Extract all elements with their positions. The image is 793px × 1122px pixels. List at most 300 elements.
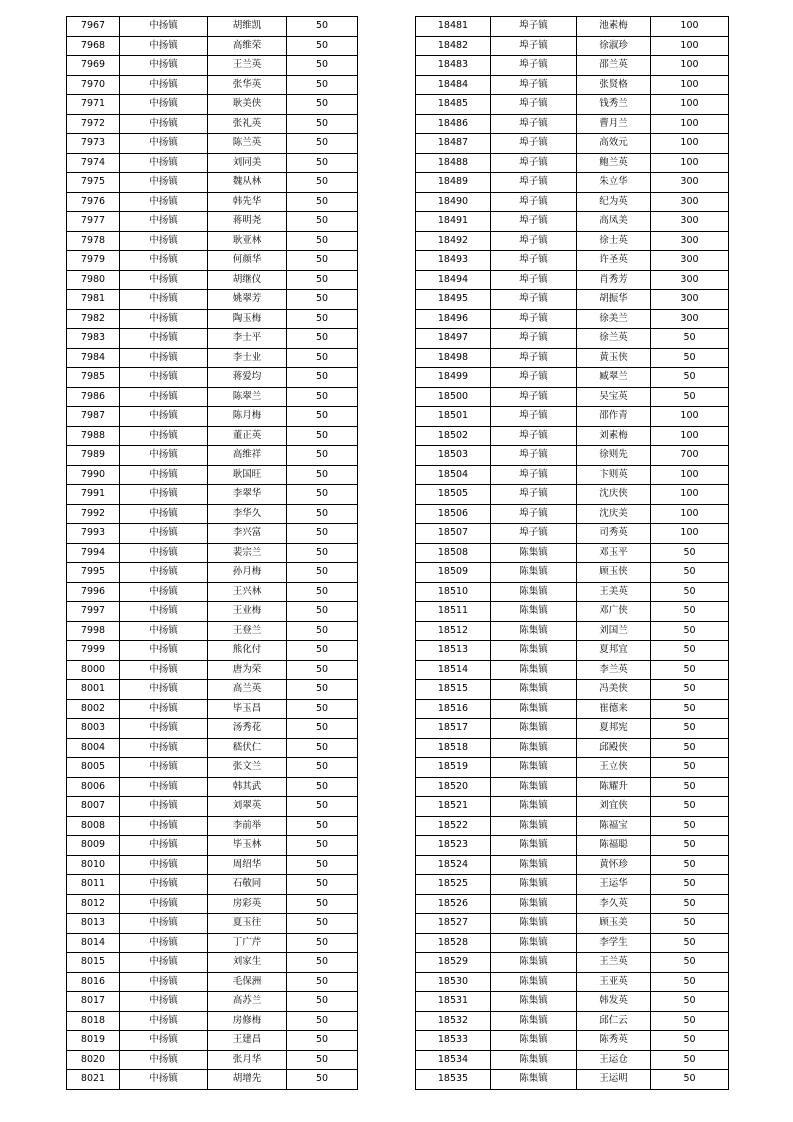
name-cell: 张华英	[208, 75, 287, 95]
name-cell: 石敬同	[208, 875, 287, 895]
name-cell: 曹月兰	[577, 114, 651, 134]
table-row	[416, 368, 729, 388]
id-cell: 7994	[67, 543, 120, 563]
amount-cell: 50	[287, 114, 358, 134]
table-row	[416, 426, 729, 446]
name-cell: 张月华	[208, 1050, 287, 1070]
table-row	[416, 348, 729, 368]
table-row	[67, 699, 358, 719]
id-cell: 8005	[67, 758, 120, 778]
id-cell: 18527	[416, 914, 491, 934]
id-cell: 7981	[67, 290, 120, 310]
town-cell: 中扬镇	[120, 563, 208, 583]
name-cell: 韩其武	[208, 777, 287, 797]
id-cell: 8020	[67, 1050, 120, 1070]
town-cell: 陈集镇	[491, 816, 577, 836]
town-cell: 中扬镇	[120, 368, 208, 388]
id-cell: 7993	[67, 524, 120, 544]
name-cell: 李前举	[208, 816, 287, 836]
id-cell: 18520	[416, 777, 491, 797]
table-row	[416, 855, 729, 875]
name-cell: 邵兰英	[577, 56, 651, 76]
name-cell: 沈庆侠	[577, 485, 651, 505]
amount-cell: 50	[651, 1050, 729, 1070]
id-cell: 8002	[67, 699, 120, 719]
amount-cell: 100	[651, 153, 729, 173]
name-cell: 房彩英	[208, 894, 287, 914]
town-cell: 中扬镇	[120, 660, 208, 680]
amount-cell: 100	[651, 485, 729, 505]
id-cell: 18517	[416, 719, 491, 739]
table-row	[67, 1031, 358, 1051]
name-cell: 丁广芹	[208, 933, 287, 953]
table-row	[416, 1050, 729, 1070]
id-cell: 7968	[67, 36, 120, 56]
town-cell: 陈集镇	[491, 1050, 577, 1070]
table-row	[416, 1031, 729, 1051]
name-cell: 蒋爱均	[208, 368, 287, 388]
name-cell: 黄玉侠	[577, 348, 651, 368]
amount-cell: 50	[287, 972, 358, 992]
amount-cell: 700	[651, 446, 729, 466]
amount-cell: 50	[287, 173, 358, 193]
town-cell: 中扬镇	[120, 933, 208, 953]
town-cell: 中扬镇	[120, 290, 208, 310]
table-row	[67, 290, 358, 310]
town-cell: 陈集镇	[491, 1070, 577, 1090]
town-cell: 中扬镇	[120, 426, 208, 446]
id-cell: 18526	[416, 894, 491, 914]
name-cell: 胡维凯	[208, 17, 287, 37]
id-cell: 7996	[67, 582, 120, 602]
amount-cell: 50	[287, 368, 358, 388]
table-row	[67, 1050, 358, 1070]
amount-cell: 50	[651, 855, 729, 875]
id-cell: 8004	[67, 738, 120, 758]
table-row	[67, 855, 358, 875]
town-cell: 埠子镇	[491, 17, 577, 37]
table-row	[416, 75, 729, 95]
id-cell: 18505	[416, 485, 491, 505]
amount-cell: 50	[287, 348, 358, 368]
town-cell: 中扬镇	[120, 855, 208, 875]
town-cell: 陈集镇	[491, 1011, 577, 1031]
table-row	[416, 1070, 729, 1090]
amount-cell: 50	[287, 329, 358, 349]
name-cell: 徐淑珍	[577, 36, 651, 56]
amount-cell: 50	[287, 465, 358, 485]
town-cell: 中扬镇	[120, 348, 208, 368]
id-cell: 18510	[416, 582, 491, 602]
town-cell: 埠子镇	[491, 524, 577, 544]
amount-cell: 50	[287, 17, 358, 37]
table-row	[416, 543, 729, 563]
name-cell: 钱秀兰	[577, 95, 651, 115]
name-cell: 王登兰	[208, 621, 287, 641]
amount-cell: 50	[287, 953, 358, 973]
amount-cell: 100	[651, 17, 729, 37]
amount-cell: 50	[651, 563, 729, 583]
table-row	[416, 680, 729, 700]
name-cell: 刘家生	[208, 953, 287, 973]
name-cell: 刘翠英	[208, 797, 287, 817]
id-cell: 7990	[67, 465, 120, 485]
town-cell: 中扬镇	[120, 816, 208, 836]
amount-cell: 50	[287, 758, 358, 778]
name-cell: 王兴林	[208, 582, 287, 602]
amount-cell: 50	[651, 719, 729, 739]
name-cell: 高苏兰	[208, 992, 287, 1012]
id-cell: 18516	[416, 699, 491, 719]
amount-cell: 50	[651, 738, 729, 758]
table-row	[416, 836, 729, 856]
amount-cell: 50	[287, 1050, 358, 1070]
id-cell: 7988	[67, 426, 120, 446]
table-row	[67, 348, 358, 368]
town-cell: 中扬镇	[120, 134, 208, 154]
amount-cell: 300	[651, 173, 729, 193]
id-cell: 8015	[67, 953, 120, 973]
table-row	[416, 504, 729, 524]
town-cell: 埠子镇	[491, 465, 577, 485]
name-cell: 顾玉侠	[577, 563, 651, 583]
table-row	[416, 699, 729, 719]
town-cell: 埠子镇	[491, 231, 577, 251]
name-cell: 陈耀升	[577, 777, 651, 797]
table-row	[67, 758, 358, 778]
id-cell: 18535	[416, 1070, 491, 1090]
table-row	[416, 914, 729, 934]
town-cell: 中扬镇	[120, 621, 208, 641]
amount-cell: 50	[287, 563, 358, 583]
amount-cell: 50	[651, 368, 729, 388]
name-cell: 魏从林	[208, 173, 287, 193]
town-cell: 陈集镇	[491, 914, 577, 934]
table-row	[416, 875, 729, 895]
amount-cell: 50	[287, 153, 358, 173]
table-row	[416, 1011, 729, 1031]
id-cell: 8006	[67, 777, 120, 797]
id-cell: 18498	[416, 348, 491, 368]
town-cell: 陈集镇	[491, 699, 577, 719]
town-cell: 埠子镇	[491, 368, 577, 388]
id-cell: 8007	[67, 797, 120, 817]
amount-cell: 50	[651, 621, 729, 641]
table-row	[67, 153, 358, 173]
town-cell: 中扬镇	[120, 758, 208, 778]
name-cell: 李久英	[577, 894, 651, 914]
table-row	[67, 563, 358, 583]
id-cell: 7998	[67, 621, 120, 641]
name-cell: 纪为英	[577, 192, 651, 212]
id-cell: 8012	[67, 894, 120, 914]
id-cell: 18531	[416, 992, 491, 1012]
name-cell: 徐兰英	[577, 329, 651, 349]
amount-cell: 50	[651, 602, 729, 622]
amount-cell: 50	[651, 1070, 729, 1090]
town-cell: 陈集镇	[491, 992, 577, 1012]
name-cell: 张文兰	[208, 758, 287, 778]
id-cell: 8008	[67, 816, 120, 836]
amount-cell: 50	[651, 680, 729, 700]
town-cell: 陈集镇	[491, 758, 577, 778]
town-cell: 中扬镇	[120, 251, 208, 271]
amount-cell: 50	[651, 875, 729, 895]
table-row	[416, 270, 729, 290]
table-row	[67, 894, 358, 914]
amount-cell: 50	[287, 1031, 358, 1051]
id-cell: 18514	[416, 660, 491, 680]
name-cell: 李翠华	[208, 485, 287, 505]
amount-cell: 300	[651, 270, 729, 290]
id-cell: 18504	[416, 465, 491, 485]
amount-cell: 50	[287, 797, 358, 817]
name-cell: 顾玉美	[577, 914, 651, 934]
id-cell: 7995	[67, 563, 120, 583]
id-cell: 7980	[67, 270, 120, 290]
name-cell: 李兰英	[577, 660, 651, 680]
table-row	[416, 465, 729, 485]
table-row	[67, 797, 358, 817]
table-row	[416, 641, 729, 661]
name-cell: 徐则先	[577, 446, 651, 466]
town-cell: 中扬镇	[120, 36, 208, 56]
id-cell: 18483	[416, 56, 491, 76]
town-cell: 陈集镇	[491, 894, 577, 914]
name-cell: 耿国旺	[208, 465, 287, 485]
id-cell: 18515	[416, 680, 491, 700]
town-cell: 陈集镇	[491, 563, 577, 583]
id-cell: 18521	[416, 797, 491, 817]
town-cell: 陈集镇	[491, 621, 577, 641]
town-cell: 陈集镇	[491, 855, 577, 875]
table-row	[67, 56, 358, 76]
id-cell: 7989	[67, 446, 120, 466]
town-cell: 中扬镇	[120, 524, 208, 544]
town-cell: 埠子镇	[491, 290, 577, 310]
id-cell: 18523	[416, 836, 491, 856]
table-row	[67, 738, 358, 758]
town-cell: 埠子镇	[491, 407, 577, 427]
id-cell: 18484	[416, 75, 491, 95]
name-cell: 卞则英	[577, 465, 651, 485]
id-cell: 18528	[416, 933, 491, 953]
table-row	[67, 173, 358, 193]
id-cell: 8017	[67, 992, 120, 1012]
table-row	[416, 446, 729, 466]
id-cell: 7967	[67, 17, 120, 37]
town-cell: 中扬镇	[120, 407, 208, 427]
table-row	[416, 387, 729, 407]
amount-cell: 50	[287, 309, 358, 329]
amount-cell: 50	[287, 75, 358, 95]
table-row	[416, 738, 729, 758]
table-row	[416, 114, 729, 134]
name-cell: 陈福宝	[577, 816, 651, 836]
name-cell: 张礼英	[208, 114, 287, 134]
id-cell: 7976	[67, 192, 120, 212]
name-cell: 徐美兰	[577, 309, 651, 329]
name-cell: 唐为荣	[208, 660, 287, 680]
table-row	[67, 95, 358, 115]
name-cell: 王立侠	[577, 758, 651, 778]
table-row	[67, 407, 358, 427]
table-row	[67, 972, 358, 992]
table-row	[67, 504, 358, 524]
table-row	[416, 563, 729, 583]
town-cell: 中扬镇	[120, 836, 208, 856]
id-cell: 18509	[416, 563, 491, 583]
table-row	[416, 231, 729, 251]
id-cell: 18529	[416, 953, 491, 973]
amount-cell: 50	[287, 641, 358, 661]
table-row	[416, 17, 729, 37]
amount-cell: 300	[651, 212, 729, 232]
amount-cell: 50	[651, 348, 729, 368]
id-cell: 18481	[416, 17, 491, 37]
id-cell: 7985	[67, 368, 120, 388]
name-cell: 汤秀花	[208, 719, 287, 739]
amount-cell: 50	[651, 660, 729, 680]
amount-cell: 100	[651, 134, 729, 154]
town-cell: 埠子镇	[491, 56, 577, 76]
town-cell: 陈集镇	[491, 836, 577, 856]
id-cell: 18524	[416, 855, 491, 875]
name-cell: 崔德来	[577, 699, 651, 719]
table-row	[67, 192, 358, 212]
name-cell: 王业梅	[208, 602, 287, 622]
name-cell: 周绍华	[208, 855, 287, 875]
name-cell: 刘同美	[208, 153, 287, 173]
amount-cell: 50	[287, 875, 358, 895]
id-cell: 7979	[67, 251, 120, 271]
table-row	[67, 875, 358, 895]
amount-cell: 100	[651, 95, 729, 115]
name-cell: 韩发英	[577, 992, 651, 1012]
town-cell: 埠子镇	[491, 348, 577, 368]
table-row	[67, 426, 358, 446]
id-cell: 18489	[416, 173, 491, 193]
town-cell: 中扬镇	[120, 582, 208, 602]
name-cell: 陈月梅	[208, 407, 287, 427]
town-cell: 中扬镇	[120, 270, 208, 290]
table-row	[416, 36, 729, 56]
town-cell: 中扬镇	[120, 543, 208, 563]
table-row	[416, 329, 729, 349]
town-cell: 中扬镇	[120, 504, 208, 524]
amount-cell: 50	[287, 719, 358, 739]
amount-cell: 50	[287, 777, 358, 797]
name-cell: 毕玉昌	[208, 699, 287, 719]
amount-cell: 50	[287, 621, 358, 641]
table-row	[416, 992, 729, 1012]
id-cell: 18508	[416, 543, 491, 563]
name-cell: 朱立华	[577, 173, 651, 193]
amount-cell: 50	[651, 894, 729, 914]
town-cell: 中扬镇	[120, 309, 208, 329]
amount-cell: 50	[651, 329, 729, 349]
table-row	[67, 36, 358, 56]
name-cell: 嵇伏仁	[208, 738, 287, 758]
amount-cell: 50	[651, 992, 729, 1012]
town-cell: 埠子镇	[491, 114, 577, 134]
id-cell: 7983	[67, 329, 120, 349]
amount-cell: 50	[287, 1070, 358, 1090]
name-cell: 夏玉往	[208, 914, 287, 934]
town-cell: 中扬镇	[120, 1070, 208, 1090]
name-cell: 邵作青	[577, 407, 651, 427]
town-cell: 中扬镇	[120, 1050, 208, 1070]
id-cell: 7986	[67, 387, 120, 407]
amount-cell: 50	[287, 816, 358, 836]
name-cell: 李士平	[208, 329, 287, 349]
name-cell: 司秀英	[577, 524, 651, 544]
amount-cell: 50	[651, 758, 729, 778]
town-cell: 埠子镇	[491, 251, 577, 271]
table-row	[67, 1011, 358, 1031]
town-cell: 中扬镇	[120, 602, 208, 622]
name-cell: 李华久	[208, 504, 287, 524]
table-row	[67, 719, 358, 739]
table-row	[416, 602, 729, 622]
table-row	[416, 621, 729, 641]
name-cell: 刘宜侠	[577, 797, 651, 817]
id-cell: 18507	[416, 524, 491, 544]
id-cell: 18533	[416, 1031, 491, 1051]
id-cell: 8016	[67, 972, 120, 992]
table-row	[67, 114, 358, 134]
amount-cell: 50	[651, 543, 729, 563]
name-cell: 毛保洲	[208, 972, 287, 992]
name-cell: 刘素梅	[577, 426, 651, 446]
town-cell: 中扬镇	[120, 1011, 208, 1031]
name-cell: 胡振华	[577, 290, 651, 310]
id-cell: 18492	[416, 231, 491, 251]
table-row	[67, 485, 358, 505]
id-cell: 18485	[416, 95, 491, 115]
amount-cell: 100	[651, 504, 729, 524]
name-cell: 高维荣	[208, 36, 287, 56]
name-cell: 刘国兰	[577, 621, 651, 641]
table-row	[67, 933, 358, 953]
town-cell: 陈集镇	[491, 719, 577, 739]
town-cell: 中扬镇	[120, 75, 208, 95]
id-cell: 18530	[416, 972, 491, 992]
amount-cell: 50	[287, 212, 358, 232]
name-cell: 孙月梅	[208, 563, 287, 583]
amount-cell: 50	[287, 543, 358, 563]
town-cell: 埠子镇	[491, 485, 577, 505]
amount-cell: 50	[651, 582, 729, 602]
id-cell: 7975	[67, 173, 120, 193]
table-row	[67, 1070, 358, 1090]
id-cell: 18511	[416, 602, 491, 622]
table-row	[416, 309, 729, 329]
amount-cell: 50	[287, 504, 358, 524]
table-row	[67, 75, 358, 95]
table-row	[67, 368, 358, 388]
table-row	[67, 387, 358, 407]
town-cell: 中扬镇	[120, 641, 208, 661]
id-cell: 8009	[67, 836, 120, 856]
amount-cell: 50	[651, 699, 729, 719]
town-cell: 埠子镇	[491, 387, 577, 407]
name-cell: 王运仓	[577, 1050, 651, 1070]
id-cell: 8021	[67, 1070, 120, 1090]
amount-cell: 50	[287, 36, 358, 56]
town-cell: 中扬镇	[120, 387, 208, 407]
town-cell: 埠子镇	[491, 134, 577, 154]
